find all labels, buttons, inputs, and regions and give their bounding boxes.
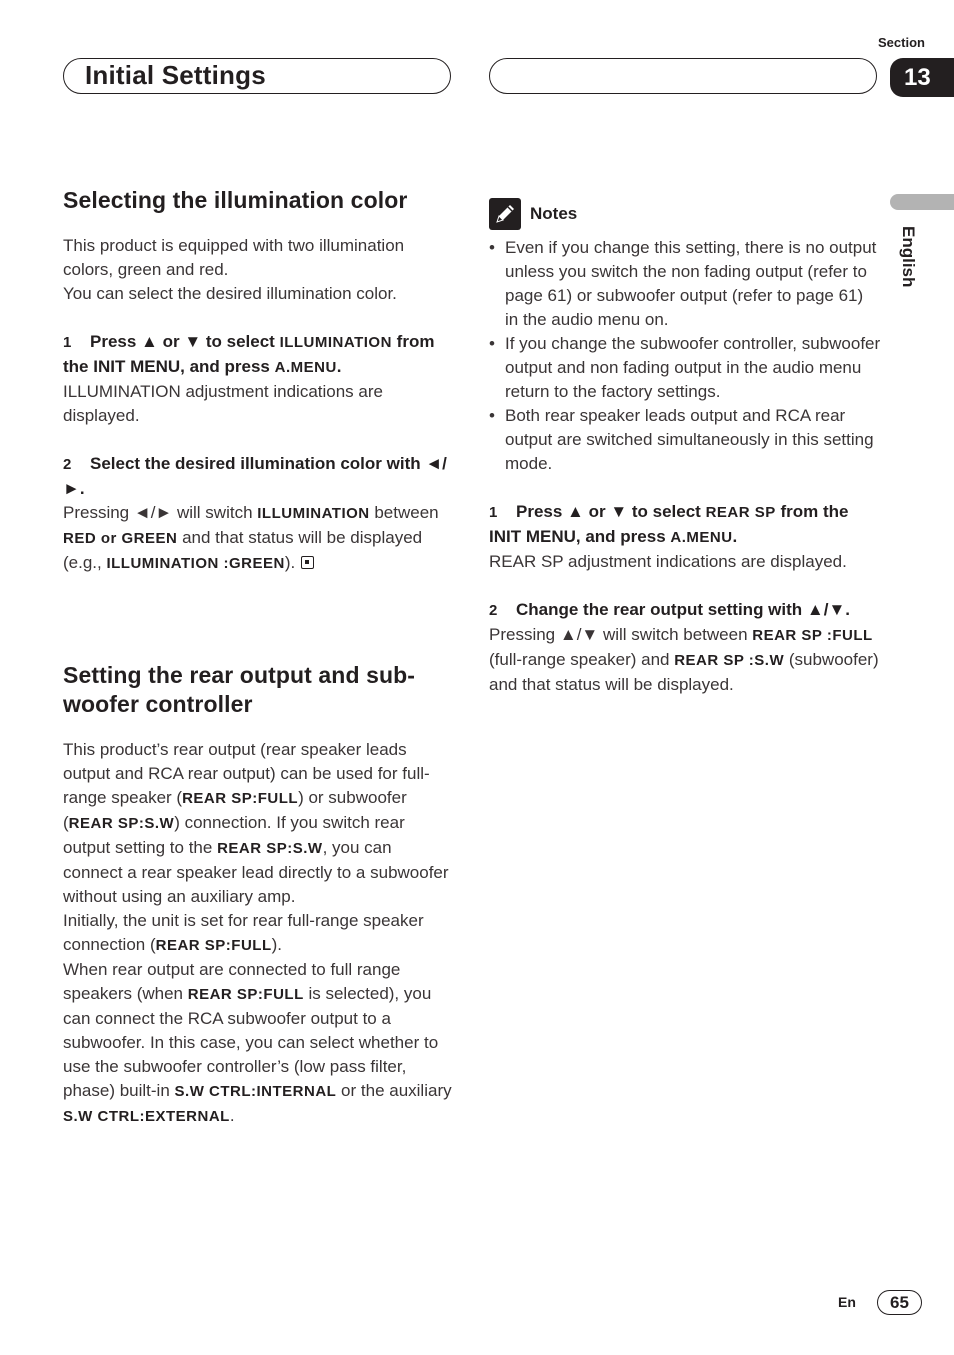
note-item: • If you change the subwoofer controller, subwoofer output and non fading output in the audio menu return to the factory settings. — [489, 332, 881, 404]
note-item: • Both rear speaker leads output and RCA rear output are switched simultaneously in this setting mode. — [489, 404, 881, 476]
end-of-section-icon — [301, 556, 314, 569]
note-item: • Even if you change this setting, there is no output unless you switch the non fading output (refer to page 61) or subwoofer output (refer to page 61) in the audio menu on. — [489, 236, 881, 332]
illumination-intro-1: This product is equipped with two illumination colors, green and red. — [63, 236, 405, 279]
illumination-step-2-desc: Pressing ◄/► will switch ILLUMINATION between RED or GREEN and that status will be displayed (e.g., ILLUMINATION :GREEN). — [63, 503, 439, 572]
step-number: 1 — [489, 504, 498, 521]
page-number: 65 — [877, 1290, 922, 1315]
notes-label: Notes — [530, 204, 578, 223]
illumination-step-2: 2 Select the desired illumination color with ◄/►. — [63, 454, 447, 498]
language-tab-bar — [890, 194, 954, 210]
rear-sp-step-2: 2 Change the rear output setting with ▲/▼. — [489, 598, 881, 623]
chapter-title-box — [63, 58, 451, 94]
illumination-step-1: 1 Press ▲ or ▼ to select ILLUMINATION from the INIT MENU, and press A.MENU. — [63, 332, 435, 376]
rear-sp-step-2-desc: Pressing ▲/▼ will switch between REAR SP :FULL (full-range speaker) and REAR SP :S.W (subwoofer) and that status will be displayed. — [489, 625, 879, 694]
step-number: 2 — [63, 456, 72, 473]
language-tab-label: English — [899, 226, 918, 288]
rear-sp-step-1-desc: REAR SP adjustment indications are displayed. — [489, 552, 847, 571]
left-column — [63, 186, 455, 1129]
right-column — [489, 198, 881, 697]
illumination-intro-2: You can select the desired illumination color. — [63, 284, 397, 303]
chapter-title: Initial Settings — [85, 60, 266, 90]
chapter-title-box-empty — [489, 58, 877, 94]
rear-output-paragraph-3: When rear output are connected to full range speakers (when REAR SP:FULL is selected), you can connect the RCA subwoofer output to a subwoofer. In this case, you can select whether to use the subwoofer controller’s (low pass filter, phase) built-in S.W CTRL:INTERNAL or the auxiliary S.W CTRL:EXTERNAL. — [63, 960, 452, 1125]
illumination-step-1-desc: ILLUMINATION adjustment indications are displayed. — [63, 382, 383, 425]
rear-sp-step-1: 1 Press ▲ or ▼ to select REAR SP from the INIT MENU, and press A.MENU. — [489, 502, 849, 546]
rear-output-paragraph-1: This product’s rear output (rear speaker leads output and RCA rear output) can be used for full-range speaker (REAR SP:FULL) or subwoofer (REAR SP:S.W) connection. If you switch rear output setting to the REAR SP:S.W, you can connect a rear speaker lead directly to a subwoofer without using an auxiliary amp. — [63, 740, 449, 906]
section-label: Section — [878, 35, 925, 50]
notes-list — [489, 236, 881, 476]
pencil-icon — [489, 198, 521, 230]
rear-output-paragraph-2: Initially, the unit is set for rear full-range speaker connection (REAR SP:FULL). — [63, 911, 424, 954]
rear-output-heading: Setting the rear output and sub-woofer controller — [63, 662, 416, 717]
step-number: 2 — [489, 602, 498, 619]
step-number: 1 — [63, 334, 72, 351]
illumination-heading: Selecting the illumination color — [63, 187, 408, 213]
notes-header — [489, 198, 881, 230]
section-number-badge: 13 — [890, 58, 954, 97]
footer-language: En — [838, 1294, 856, 1310]
